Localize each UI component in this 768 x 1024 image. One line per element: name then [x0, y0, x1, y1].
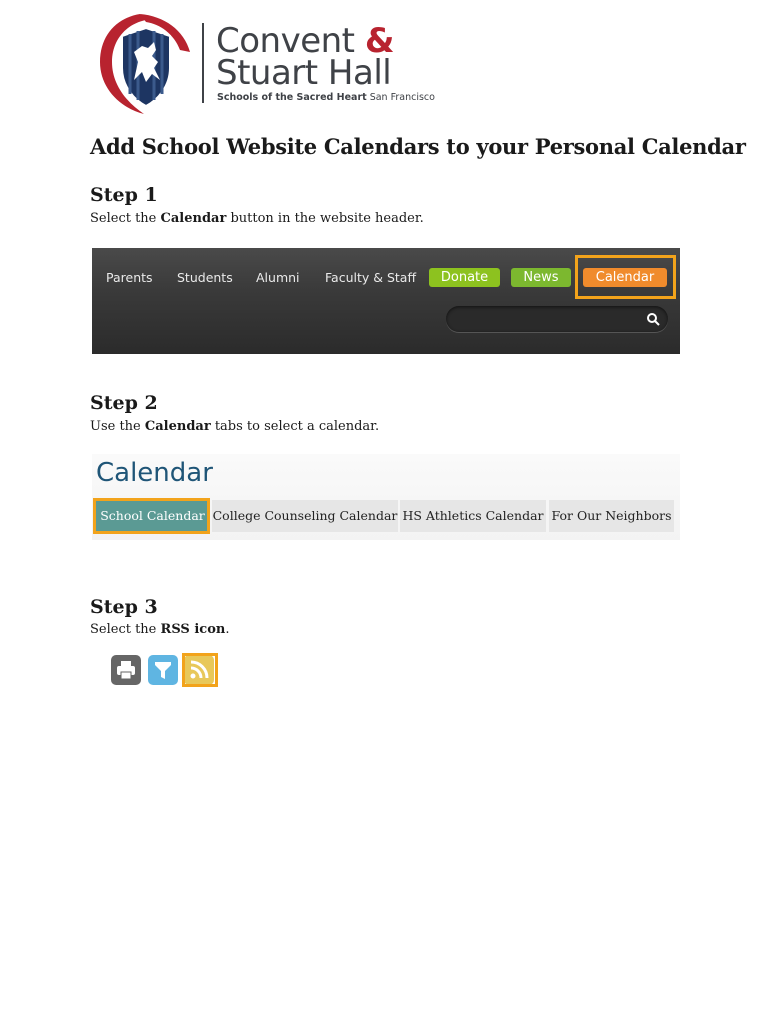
step-3-heading: Step 3 [90, 596, 158, 618]
print-icon [111, 655, 141, 685]
search-field [446, 306, 668, 332]
filter-icon [148, 655, 178, 685]
step-2-heading: Step 2 [90, 392, 158, 414]
crest-icon [96, 10, 196, 118]
donate-button: Donate [429, 268, 500, 287]
page-title: Add School Website Calendars to your Personal Calendar [90, 134, 746, 159]
calendar-button: Calendar [583, 268, 667, 287]
nav-alumni: Alumni [256, 270, 300, 285]
tab-for-our-neighbors: For Our Neighbors [549, 500, 674, 532]
logo-subtitle: Schools of the Sacred Heart San Francisco [217, 92, 435, 103]
step-1-heading: Step 1 [90, 184, 158, 206]
nav-parents: Parents [106, 270, 153, 285]
school-logo [96, 10, 435, 118]
logo-line-2: Stuart Hall [216, 53, 392, 93]
tab-hs-athletics-calendar: HS Athletics Calendar [400, 500, 546, 532]
tab-college-counseling-calendar: College Counseling Calendar [212, 500, 398, 532]
step-3-text: Select the RSS icon. [90, 622, 230, 637]
nav-faculty-staff: Faculty & Staff [325, 270, 417, 285]
nav-students: Students [177, 270, 233, 285]
logo-line-1: Convent & [216, 21, 394, 61]
calendar-tabs-screenshot [92, 454, 680, 540]
tab-school-calendar: School Calendar [96, 500, 209, 532]
calendar-heading: Calendar [96, 458, 213, 488]
rss-highlight [182, 653, 218, 687]
search-icon [646, 312, 660, 326]
step-1-text: Select the Calendar button in the website header. [90, 211, 424, 226]
news-button: News [511, 268, 571, 287]
school-calendar-highlight [93, 498, 210, 534]
step-2-text: Use the Calendar tabs to select a calendar. [90, 419, 380, 434]
calendar-highlight [575, 255, 676, 299]
logo-divider [202, 23, 204, 103]
website-header-screenshot [92, 248, 680, 354]
